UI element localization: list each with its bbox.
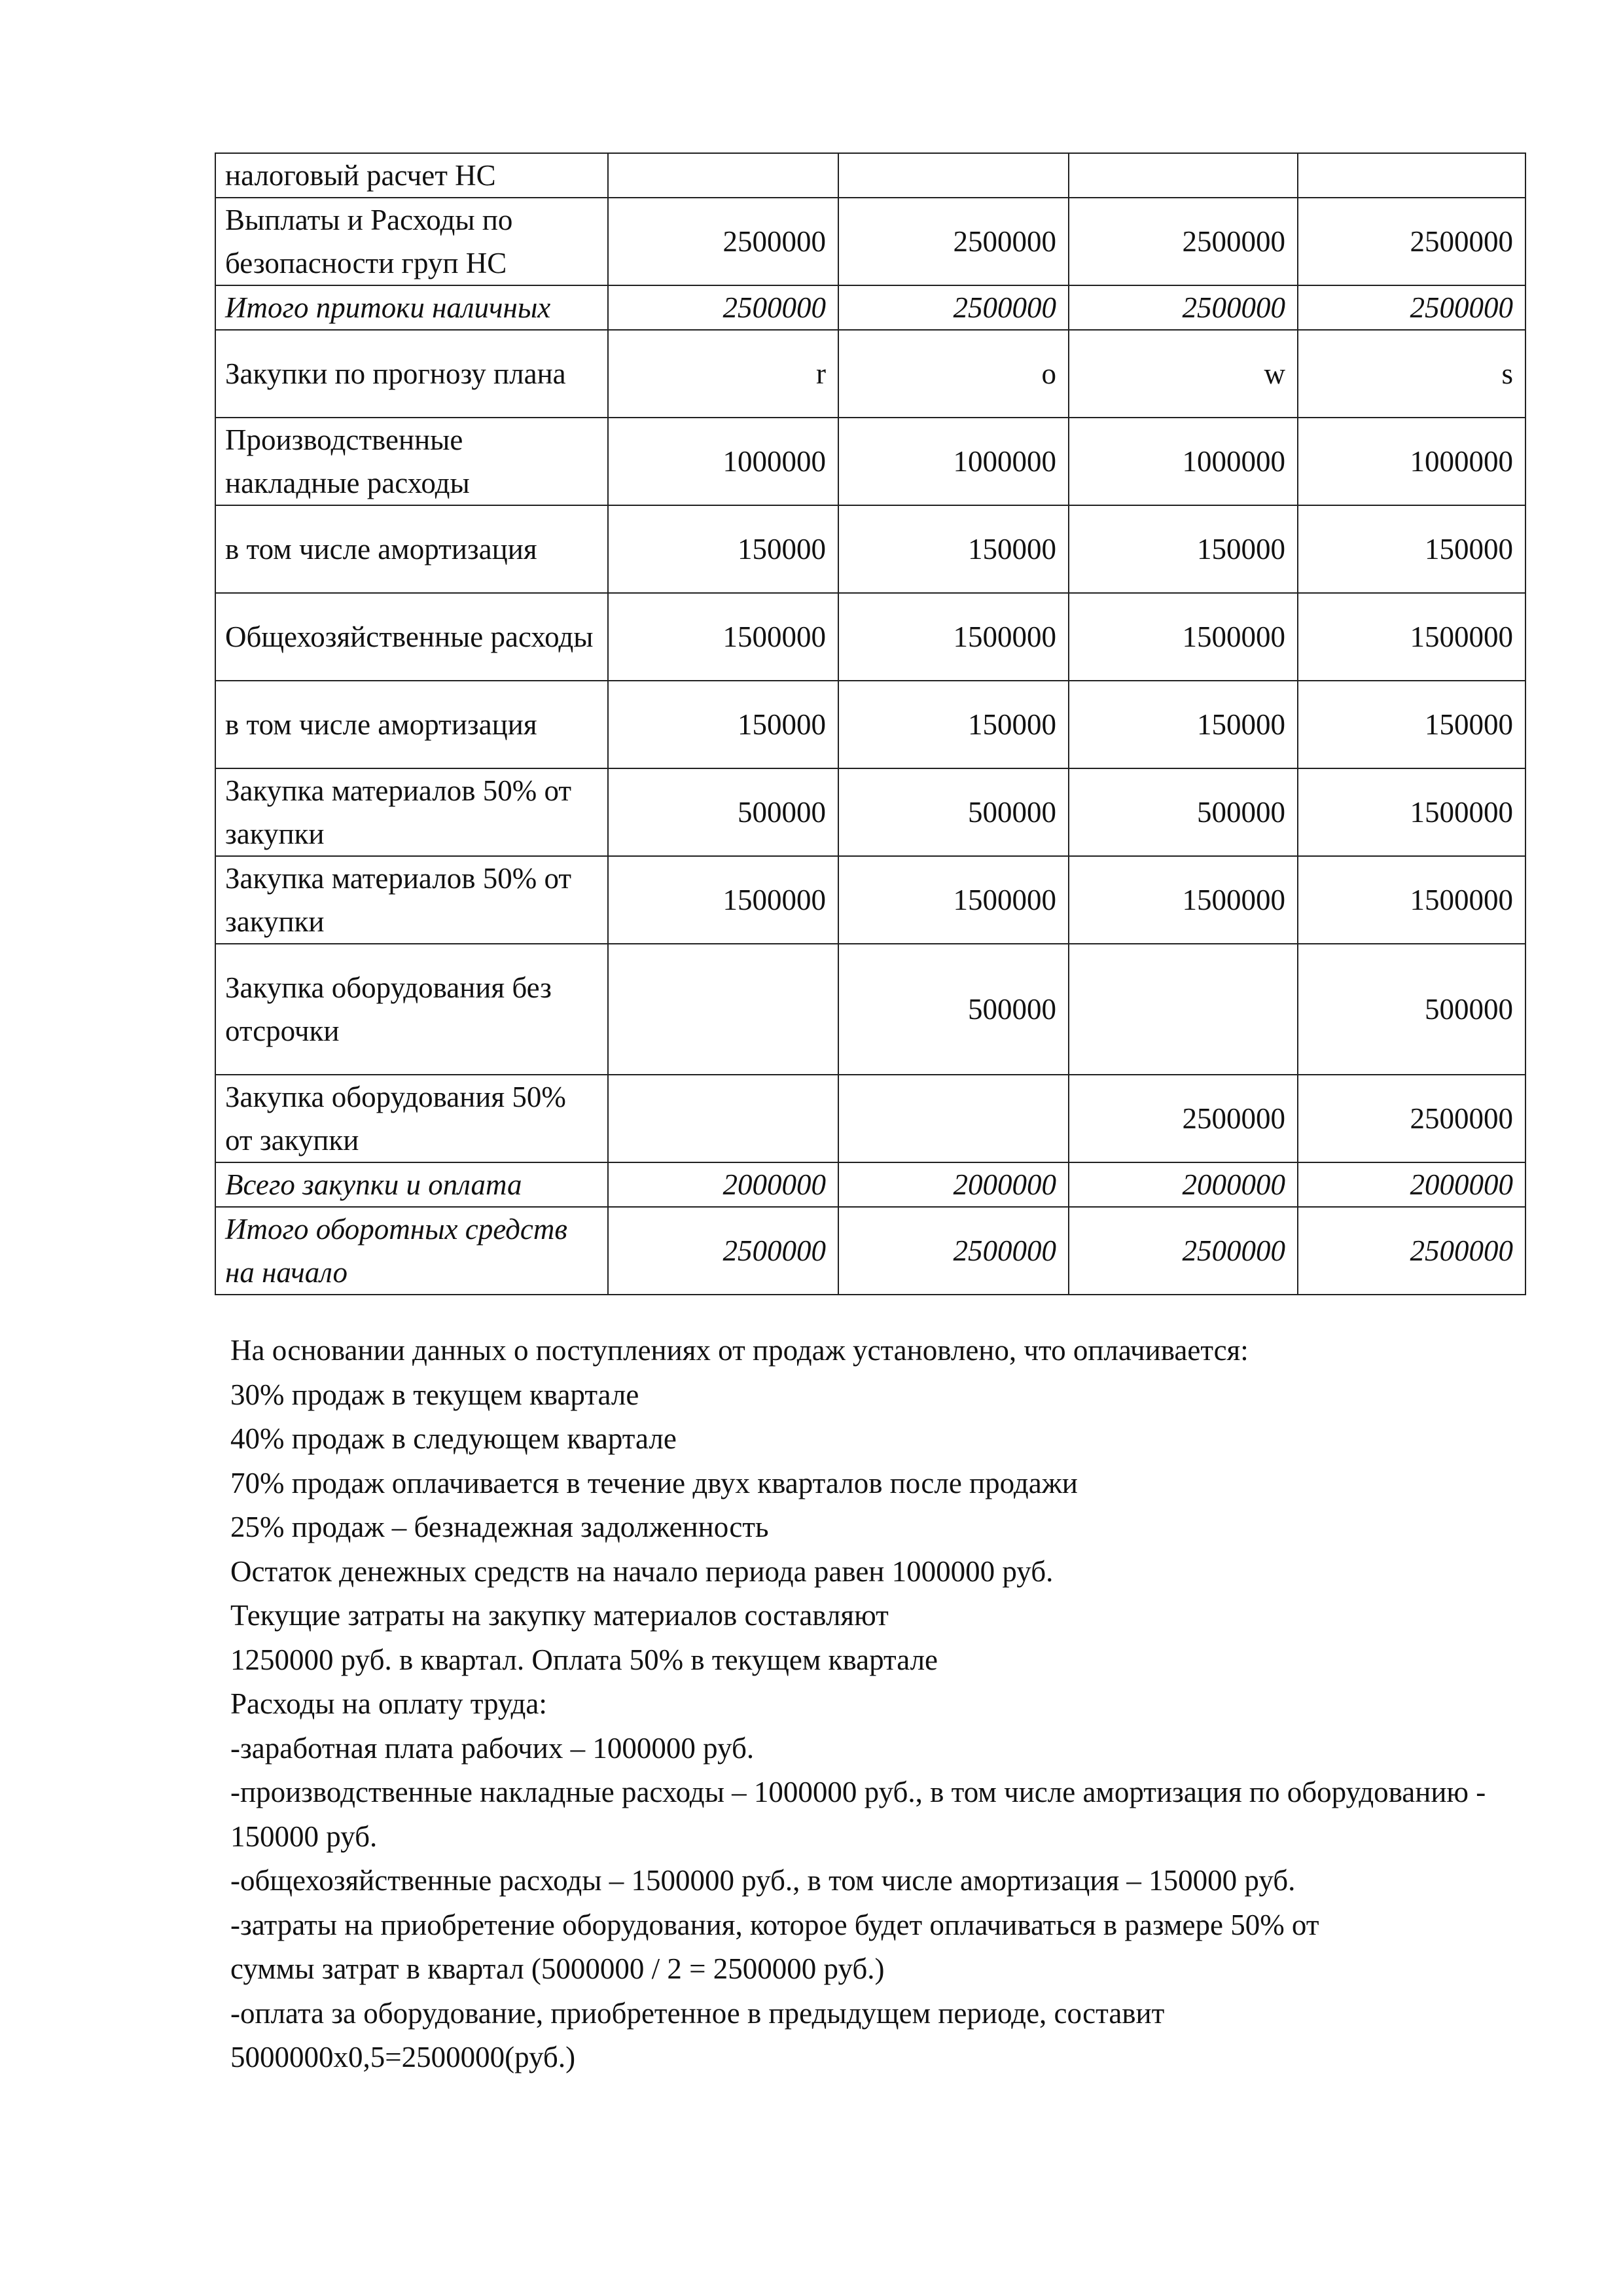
- table-row: [215, 856, 1525, 944]
- note-line: 1250000 руб. в квартал. Оплата 50% в текущем квартале: [230, 1643, 938, 1676]
- row-label-cell: в том числе амортизация: [215, 681, 608, 768]
- row-label-cell: в том числе амортизация: [215, 505, 608, 593]
- budget-table: [215, 152, 1526, 1295]
- table-row: [215, 681, 1525, 768]
- value-cell-q2: 1000000: [838, 418, 1069, 505]
- note-line: -заработная плата рабочих – 1000000 руб.: [230, 1731, 755, 1765]
- row-label-cell: Закупка оборудования без отсрочки: [215, 944, 608, 1075]
- note-line: 5000000х0,5=2500000(руб.): [230, 2041, 576, 2073]
- value-cell-q2: [838, 1075, 1069, 1162]
- note-line: суммы затрат в квартал (5000000 / 2 = 2500000 руб.): [230, 1952, 885, 1985]
- value-cell-q3: 150000: [1069, 505, 1298, 593]
- row-label-cell: Производственные накладные расходы: [215, 418, 608, 505]
- row-label-cell: Итого притоки наличных: [215, 285, 608, 330]
- budget-table-body: [215, 153, 1525, 1295]
- value-cell-q2: 150000: [838, 505, 1069, 593]
- value-cell-q1: 150000: [608, 505, 838, 593]
- note-line: -затраты на приобретение оборудования, которое будет оплачиваться в размере 50% от: [230, 1908, 1319, 1941]
- value-cell-q3: 1000000: [1069, 418, 1298, 505]
- value-cell-q1: 150000: [608, 681, 838, 768]
- value-cell-q1: 2500000: [608, 285, 838, 330]
- value-cell-q2: 150000: [838, 681, 1069, 768]
- value-cell-q1: r: [608, 330, 838, 418]
- value-cell-q1: 2500000: [608, 198, 838, 285]
- value-cell-q3: 500000: [1069, 768, 1298, 856]
- note-line: Текущие затраты на закупку материалов составляют: [230, 1599, 889, 1632]
- table-row: [215, 1075, 1525, 1162]
- value-cell-q3: 1500000: [1069, 856, 1298, 944]
- table-row: [215, 505, 1525, 593]
- value-cell-q2: o: [838, 330, 1069, 418]
- note-line: -производственные накладные расходы – 1000000 руб., в том числе амортизация по оборудованию -: [230, 1776, 1486, 1808]
- value-cell-q1: 500000: [608, 768, 838, 856]
- value-cell-q2: 500000: [838, 768, 1069, 856]
- value-cell-q1: 1500000: [608, 593, 838, 681]
- value-cell-q2: [838, 153, 1069, 198]
- table-row: [215, 768, 1525, 856]
- row-label-cell: Закупки по прогнозу плана: [215, 330, 608, 418]
- value-cell-q4: 1500000: [1298, 856, 1525, 944]
- value-cell-q4: 150000: [1298, 681, 1525, 768]
- note-line: -оплата за оборудование, приобретенное в предыдущем периоде, составит: [230, 1996, 1165, 2030]
- row-label-cell: Общехозяйственные расходы: [215, 593, 608, 681]
- value-cell-q3: w: [1069, 330, 1298, 418]
- table-row: [215, 1207, 1525, 1295]
- value-cell-q1: 2500000: [608, 1207, 838, 1295]
- value-cell-q2: 2500000: [838, 285, 1069, 330]
- notes-text: [230, 1329, 1526, 2080]
- note-line: 70% продаж оплачивается в течение двух кварталов после продажи: [230, 1466, 1078, 1499]
- value-cell-q4: 2500000: [1298, 1075, 1525, 1162]
- value-cell-q1: [608, 153, 838, 198]
- value-cell-q3: [1069, 153, 1298, 198]
- value-cell-q4: s: [1298, 330, 1525, 418]
- row-label-cell: налоговый расчет НС: [215, 153, 608, 198]
- row-label-cell: Закупка оборудования 50% от закупки: [215, 1075, 608, 1162]
- note-line: 30% продаж в текущем квартале: [230, 1378, 639, 1411]
- table-row: [215, 418, 1525, 505]
- row-label-cell: Закупка материалов 50% от закупки: [215, 856, 608, 944]
- value-cell-q3: 2500000: [1069, 1207, 1298, 1295]
- value-cell-q4: 2500000: [1298, 1207, 1525, 1295]
- value-cell-q1: [608, 944, 838, 1075]
- row-label-cell: Итого оборотных средств на начало: [215, 1207, 608, 1295]
- value-cell-q1: [608, 1075, 838, 1162]
- table-row: [215, 330, 1525, 418]
- value-cell-q3: 2500000: [1069, 1075, 1298, 1162]
- note-line: Расходы на оплату труда:: [230, 1687, 547, 1720]
- value-cell-q2: 2500000: [838, 1207, 1069, 1295]
- table-row: [215, 593, 1525, 681]
- note-line: Остаток денежных средств на начало периода равен 1000000 руб.: [230, 1554, 1054, 1588]
- table-row: [215, 285, 1525, 330]
- table-row: [215, 153, 1525, 198]
- row-label-cell: Всего закупки и оплата: [215, 1162, 608, 1207]
- value-cell-q1: 2000000: [608, 1162, 838, 1207]
- value-cell-q3: 2500000: [1069, 198, 1298, 285]
- note-line: 40% продаж в следующем квартале: [230, 1422, 677, 1455]
- value-cell-q2: 1500000: [838, 856, 1069, 944]
- value-cell-q1: 1500000: [608, 856, 838, 944]
- row-label-cell: Закупка материалов 50% от закупки: [215, 768, 608, 856]
- value-cell-q2: 2000000: [838, 1162, 1069, 1207]
- note-line: 150000 руб.: [230, 1820, 378, 1853]
- value-cell-q2: 500000: [838, 944, 1069, 1075]
- table-row: [215, 198, 1525, 285]
- value-cell-q3: 2500000: [1069, 285, 1298, 330]
- value-cell-q4: [1298, 153, 1525, 198]
- value-cell-q2: 1500000: [838, 593, 1069, 681]
- value-cell-q4: 1500000: [1298, 593, 1525, 681]
- value-cell-q3: [1069, 944, 1298, 1075]
- table-row: [215, 1162, 1525, 1207]
- value-cell-q4: 500000: [1298, 944, 1525, 1075]
- value-cell-q4: 1500000: [1298, 768, 1525, 856]
- value-cell-q4: 1000000: [1298, 418, 1525, 505]
- value-cell-q4: 2000000: [1298, 1162, 1525, 1207]
- table-row: [215, 944, 1525, 1075]
- value-cell-q3: 150000: [1069, 681, 1298, 768]
- value-cell-q2: 2500000: [838, 198, 1069, 285]
- value-cell-q4: 150000: [1298, 505, 1525, 593]
- note-line: На основании данных о поступлениях от продаж установлено, что оплачивается:: [230, 1334, 1249, 1367]
- note-line: -общехозяйственные расходы – 1500000 руб., в том числе амортизация – 150000 руб.: [230, 1864, 1296, 1897]
- value-cell-q4: 2500000: [1298, 285, 1525, 330]
- value-cell-q3: 2000000: [1069, 1162, 1298, 1207]
- row-label-cell: Выплаты и Расходы по безопасности груп НС: [215, 198, 608, 285]
- note-line: 25% продаж – безнадежная задолженность: [230, 1511, 769, 1543]
- value-cell-q1: 1000000: [608, 418, 838, 505]
- value-cell-q4: 2500000: [1298, 198, 1525, 285]
- value-cell-q3: 1500000: [1069, 593, 1298, 681]
